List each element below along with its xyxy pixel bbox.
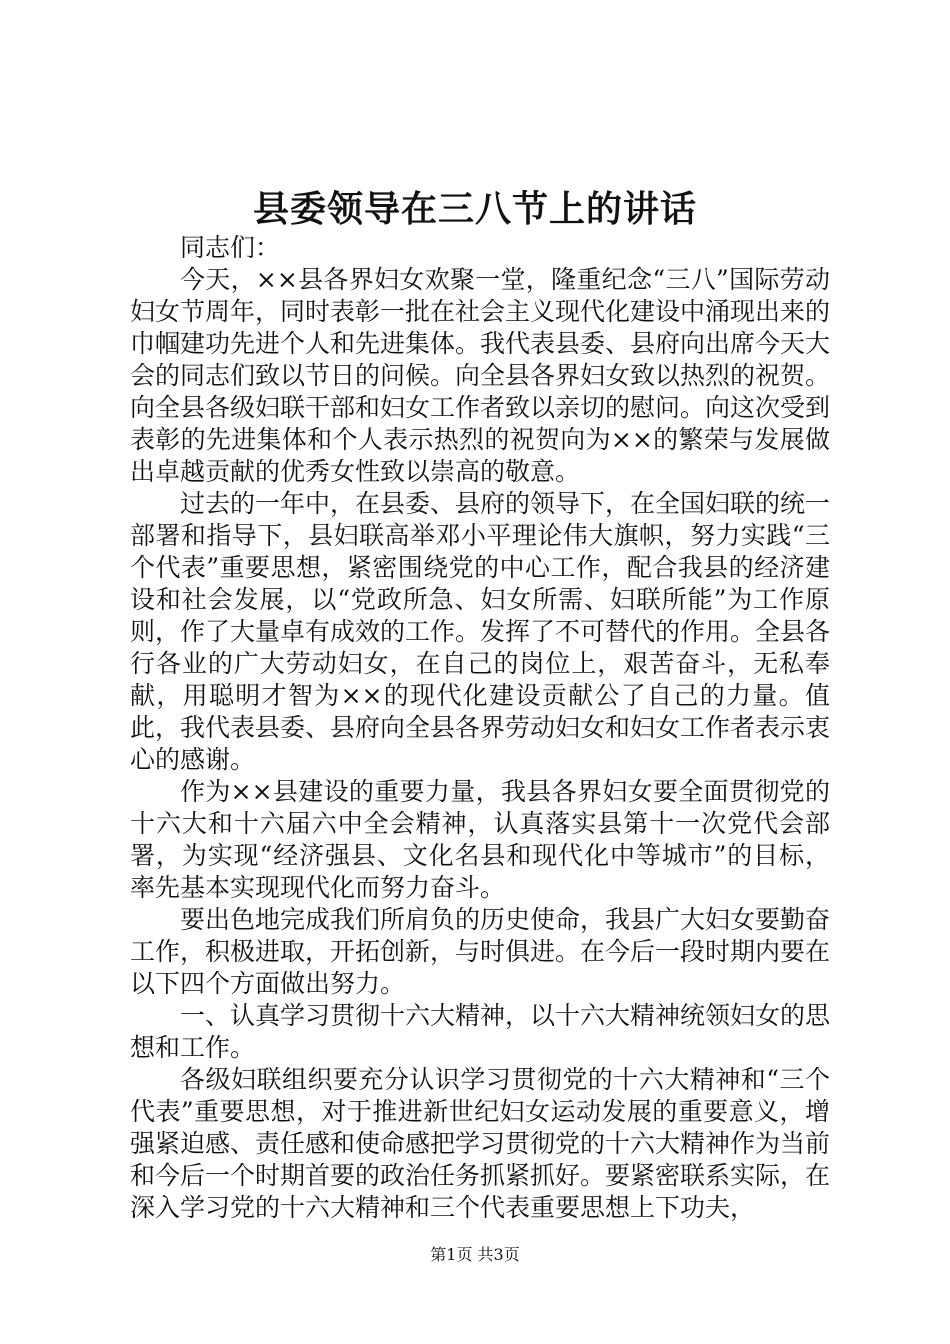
document-title: 县委领导在三八节上的讲话: [252, 188, 697, 230]
document-body: [130, 232, 830, 1224]
paragraph-mission: 要出色地完成我们所肩负的历史使命，我县广大妇女要勤奋工作，积极进取，开拓创新，与时俱进。在今后一段时期内要在以下四个方面做出努力。: [130, 905, 831, 998]
paragraph-important-force: 作为××县建设的重要力量，我县各界妇女要全面贯彻党的十六大和十六届六中全会精神，认真落实县第十一次党代会部署，为实现“经济强县、文化名县和现代化中等城市”的目标，率先基本实现现代化而努力奋斗。: [130, 777, 830, 902]
page-footer: 第1页 共3页: [430, 1245, 520, 1264]
paragraph-section-one-body: 各级妇联组织要充分认识学习贯彻党的十六大精神和“三个代表”重要思想，对于推进新世纪妇女运动发展的重要意义，增强紧迫感、责任感和使命感把学习贯彻党的十六大精神作为当前和今后一个时期首要的政治任务抓紧抓好。要紧密联系实际，在深入学习党的十六大精神和三个代表重要思想上下功夫，: [130, 1065, 831, 1222]
paragraph-greeting: 今天，××县各界妇女欢聚一堂，隆重纪念“三八”国际劳动妇女节周年，同时表彰一批在社会主义现代化建设中涌现出来的巾帼建功先进个人和先进集体。我代表县委、县府向出席今天大会的同志们致以节日的问候。向全县各界妇女致以热烈的祝贺。向全县各级妇联干部和妇女工作者致以亲切的慰问。向这次受到表彰的先进集体和个人表示热烈的祝贺向为××的繁荣与发展做出卓越贡献的优秀女性致以崇高的敬意。: [130, 265, 831, 486]
paragraph-past-year: 过去的一年中，在县委、县府的领导下，在全国妇联的统一部署和指导下，县妇联高举邓小平理论伟大旗帜，努力实践“三个代表”重要思想，紧密围绕党的中心工作，配合我县的经济建设和社会发展，以“党政所急、妇女所需、妇联所能”为工作原则，作了大量卓有成效的工作。发挥了不可替代的作用。全县各行各业的广大劳动妇女，在自己的岗位上，艰苦奋斗，无私奉献，用聪明才智为××的现代化建设贡献公了自己的力量。值此，我代表县委、县府向全县各界劳动妇女和妇女工作者表示衷心的感谢。: [130, 489, 831, 774]
paragraph-salutation: 同志们：: [180, 233, 281, 262]
paragraph-section-one-heading: 一、认真学习贯彻十六大精神，以十六大精神统领妇女的思想和工作。: [130, 1001, 831, 1062]
